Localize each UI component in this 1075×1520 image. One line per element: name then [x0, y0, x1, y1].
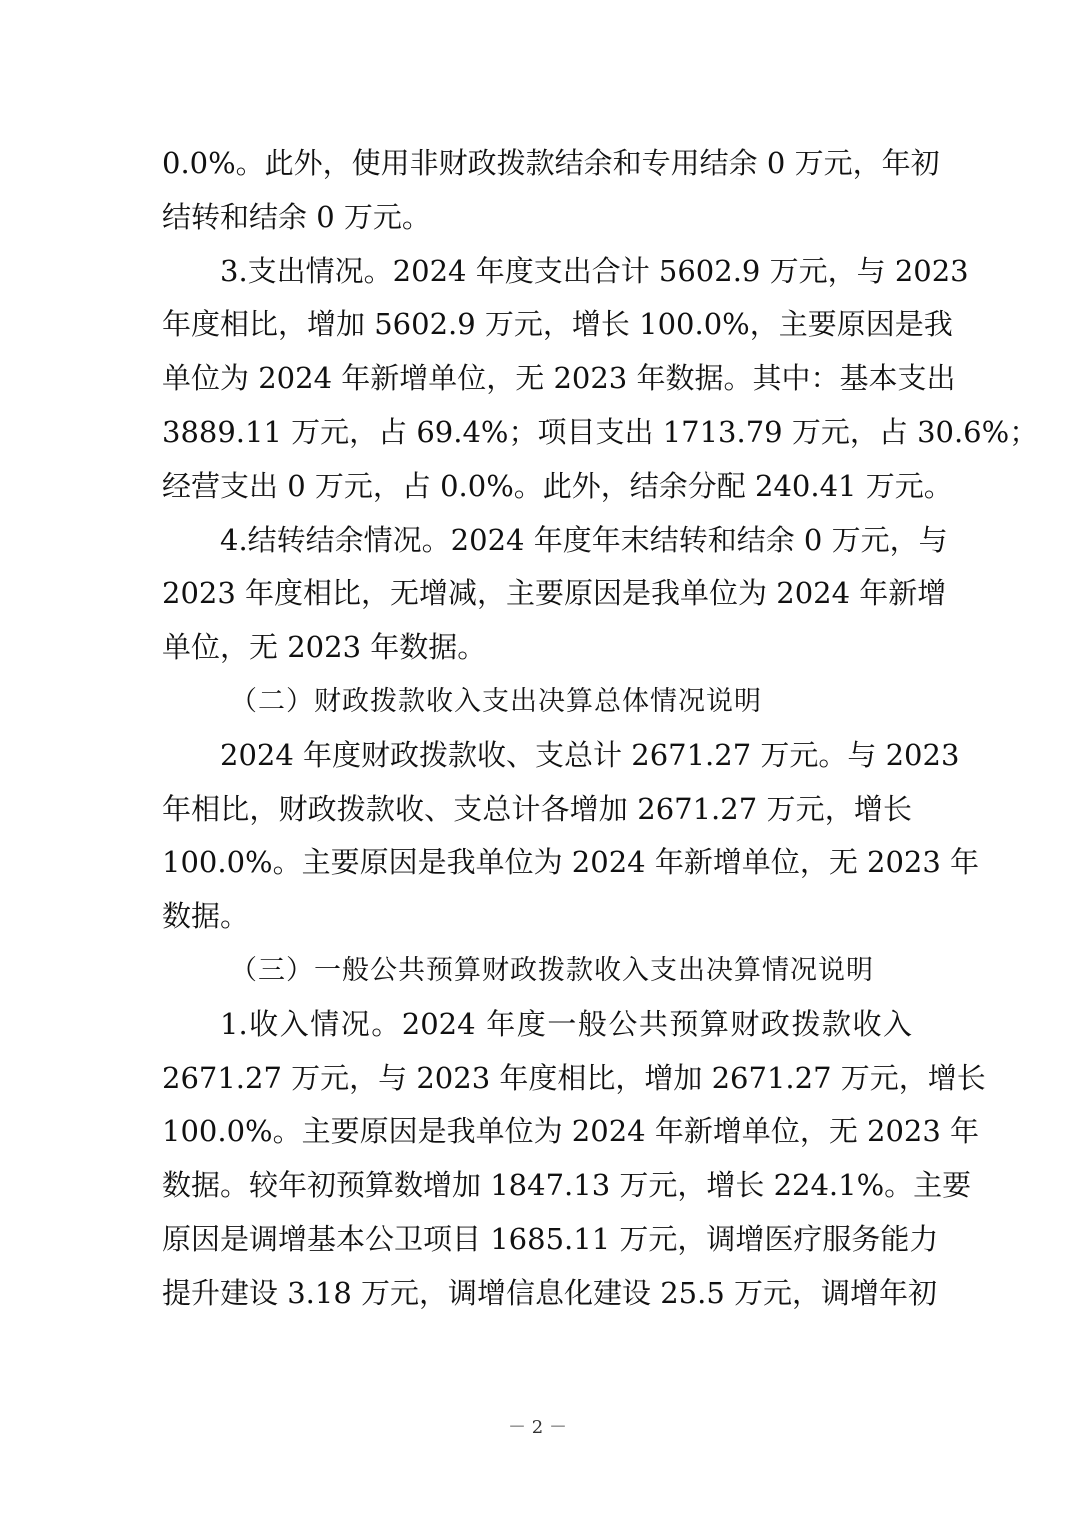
text-line: 年度相比，增加 5602.9 万元，增长 100.0%，主要原因是我 [162, 307, 953, 342]
text-line: 提升建设 3.18 万元，调增信息化建设 25.5 万元，调增年初 [162, 1275, 938, 1310]
text-line: 结转和结余 0 万元。 [162, 199, 431, 234]
text-line: 单位为 2024 年新增单位，无 2023 年数据。其中：基本支出 [162, 361, 956, 396]
text-line: 3889.11 万元，占 69.4%；项目支出 1713.79 万元，占 30.6%； [162, 414, 1039, 449]
text-line: 原因是调增基本公卫项目 1685.11 万元，调增医疗服务能力 [162, 1221, 939, 1256]
document-body [162, 137, 1039, 1321]
text-line: 2024 年度财政拨款收、支总计 2671.27 万元。与 2023 [220, 737, 960, 772]
text-line: 100.0%。主要原因是我单位为 2024 年新增单位，无 2023 年 [162, 845, 980, 880]
text-line: 数据。较年初预算数增加 1847.13 万元，增长 224.1%。主要 [162, 1168, 972, 1203]
text-line: 0.0%。此外，使用非财政拨款结余和专用结余 0 万元，年初 [162, 146, 940, 180]
text-line: 100.0%。主要原因是我单位为 2024 年新增单位，无 2023 年 [162, 1114, 980, 1149]
text-line: 4.结转结余情况。2024 年度年末结转和结余 0 万元，与 [220, 522, 948, 557]
text-line: 3.支出情况。2024 年度支出合计 5602.9 万元，与 2023 [220, 253, 969, 288]
section-heading-3: （三）一般公共预算财政拨款收入支出决算情况说明 [230, 954, 874, 986]
text-line: 1.收入情况。2024 年度一般公共预算财政拨款收入 [220, 1006, 912, 1041]
text-line: 2023 年度相比，无增减，主要原因是我单位为 2024 年新增 [162, 576, 947, 611]
text-line: 数据。 [162, 899, 250, 934]
section-heading-2: （二）财政拨款收入支出决算总体情况说明 [230, 685, 762, 717]
text-line: 经营支出 0 万元，占 0.0%。此外，结余分配 240.41 万元。 [162, 468, 953, 503]
text-line: 单位，无 2023 年数据。 [162, 630, 487, 665]
text-line: 年相比，财政拨款收、支总计各增加 2671.27 万元，增长 [162, 791, 912, 826]
text-line: 2671.27 万元，与 2023 年度相比，增加 2671.27 万元，增长 [162, 1060, 986, 1095]
page-number: － 2 － [508, 1417, 567, 1438]
